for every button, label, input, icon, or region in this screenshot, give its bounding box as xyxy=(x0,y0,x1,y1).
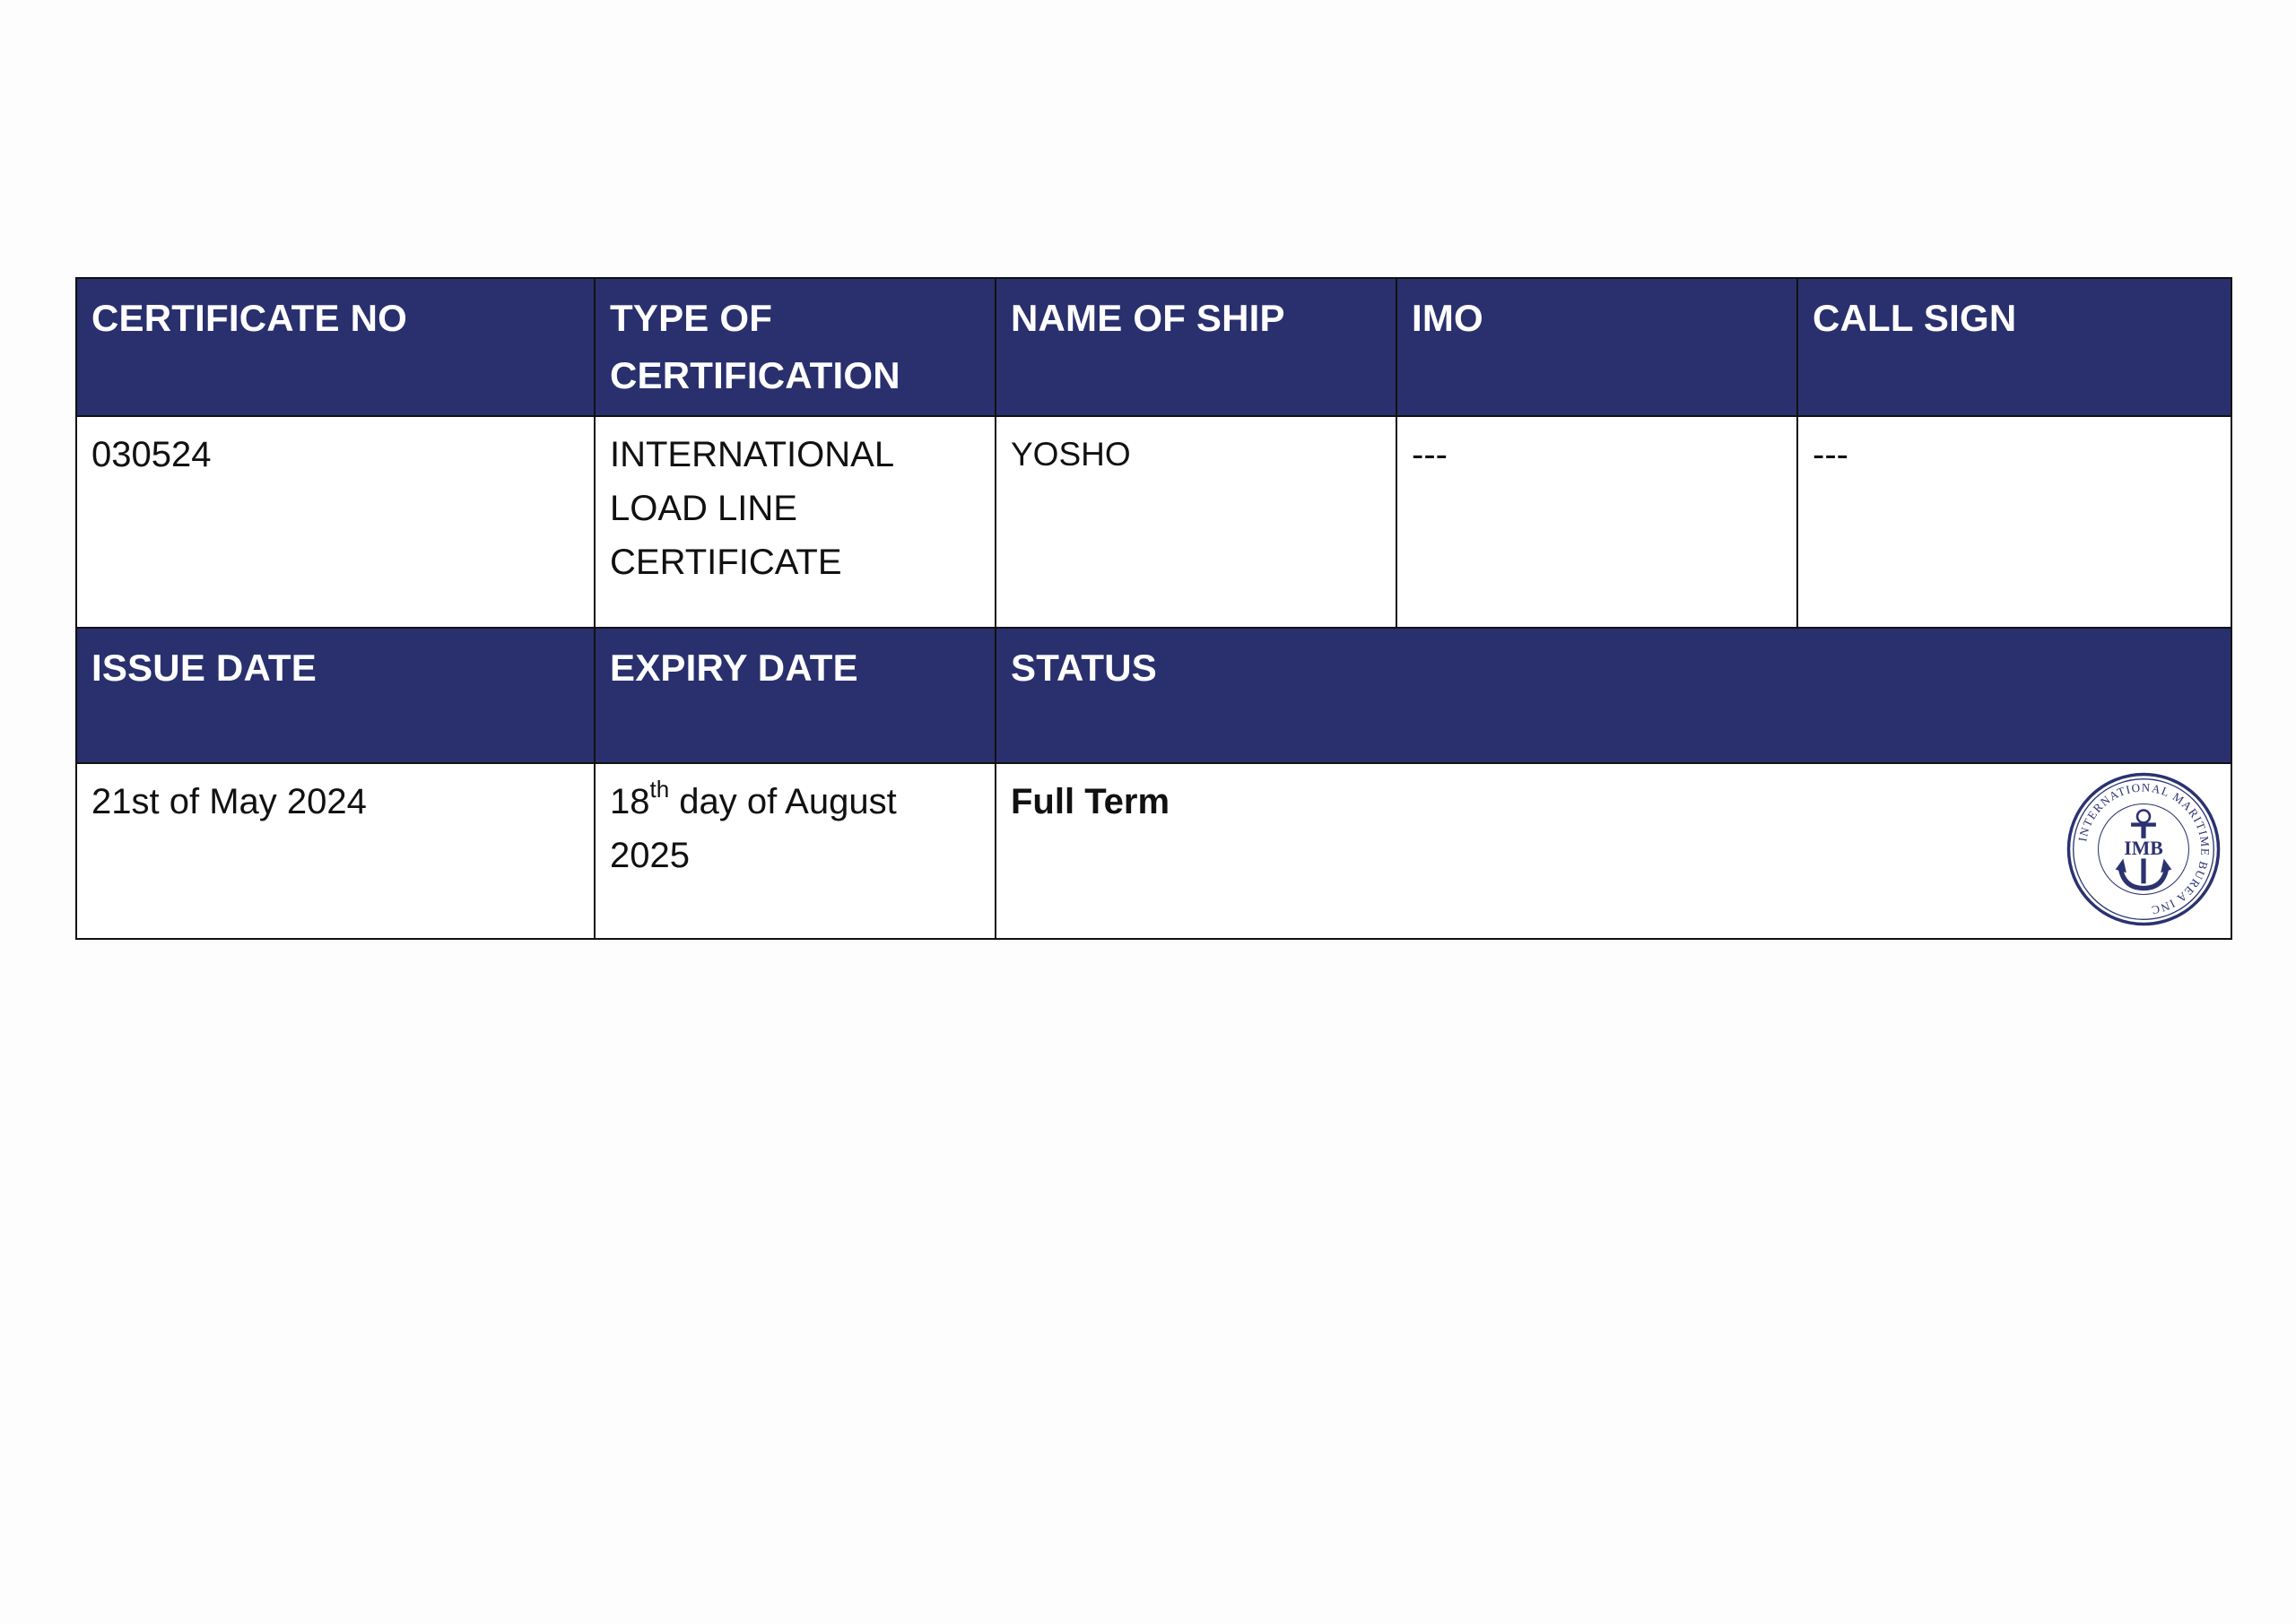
value-row-2 xyxy=(76,763,2231,939)
expiry-date-value xyxy=(595,763,996,939)
header-name-of-ship: NAME OF SHIP xyxy=(996,278,1396,416)
name-of-ship-value: YOSHO xyxy=(996,416,1396,628)
seal-ring-text: INTERNATIONAL MARITIME BUREA INC xyxy=(2075,780,2213,917)
call-sign-value: --- xyxy=(1797,416,2231,628)
imo-value: --- xyxy=(1396,416,1797,628)
status-value: Full Term xyxy=(1011,782,1170,821)
header-type-of-certification: TYPE OF CERTIFICATION xyxy=(595,278,996,416)
header-certificate-no: CERTIFICATE NO xyxy=(76,278,595,416)
expiry-day: 18 xyxy=(610,782,650,821)
issue-date-value: 21st of May 2024 xyxy=(76,763,595,939)
expiry-ordinal: th xyxy=(649,775,670,803)
expiry-rest: day of August 2025 xyxy=(610,782,897,875)
header-call-sign: CALL SIGN xyxy=(1797,278,2231,416)
certificate-no-value: 030524 xyxy=(76,416,595,628)
seal-center-text: IMB xyxy=(2124,838,2163,860)
certificate-table xyxy=(75,277,2232,940)
header-imo: IMO xyxy=(1396,278,1797,416)
header-issue-date: ISSUE DATE xyxy=(76,628,595,763)
value-row-1 xyxy=(76,416,2231,628)
type-of-certification-value: INTERNATIONAL LOAD LINE CERTIFICATE xyxy=(595,416,996,628)
header-expiry-date: EXPIRY DATE xyxy=(595,628,996,763)
header-row-2 xyxy=(76,628,2231,763)
imb-seal-logo xyxy=(2066,771,2222,927)
header-row-1 xyxy=(76,278,2231,416)
status-cell xyxy=(996,763,2231,939)
header-status: STATUS xyxy=(996,628,2231,763)
